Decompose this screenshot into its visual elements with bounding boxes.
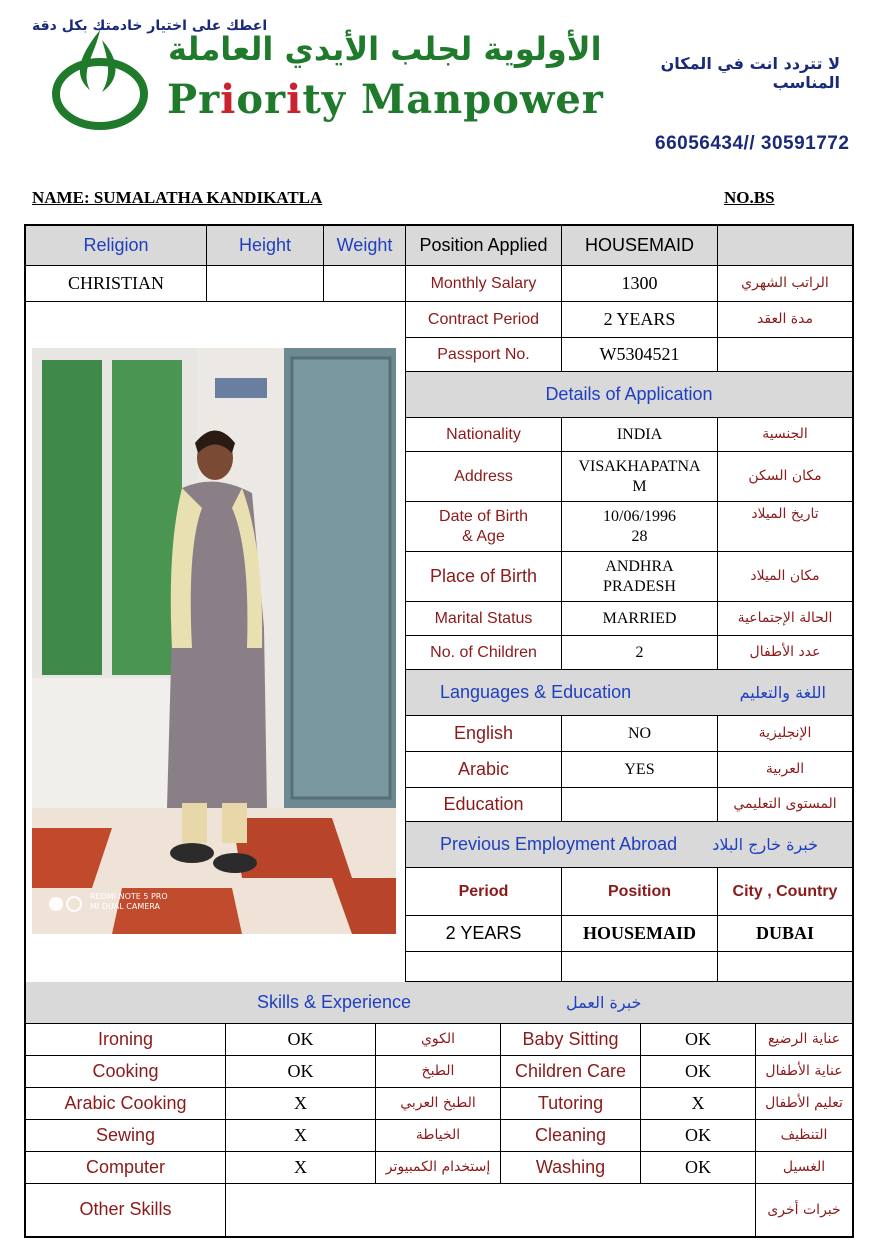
employment-row-position (562, 952, 718, 982)
children-value: 2 (562, 636, 718, 670)
passport-value: W5304521 (562, 338, 718, 372)
logo-tagline: اعطك على اختيار خادمتك بكل دقة (32, 18, 268, 34)
skill-right-value: OK (641, 1056, 756, 1088)
skill-right-label: Children Care (501, 1056, 641, 1088)
skill-right-ar: عناية الأطفال (756, 1056, 852, 1088)
marital-status-label: Marital Status (406, 602, 562, 636)
weight-header: Weight (324, 226, 406, 266)
contract-period-ar: مدة العقد (718, 302, 852, 338)
position-applied-value: HOUSEMAID (562, 226, 718, 266)
marital-status-value: MARRIED (562, 602, 718, 636)
nationality-value: INDIA (562, 418, 718, 452)
address-ar: مكان السكن (718, 452, 852, 502)
religion-value: CHRISTIAN (26, 266, 207, 302)
children-label: No. of Children (406, 636, 562, 670)
employment-col-city: City , Country (718, 868, 852, 916)
employment-row-position: HOUSEMAID (562, 916, 718, 952)
logo-arabic-text: الأولوية لجلب الأيدي العاملة (168, 30, 602, 68)
skill-right-ar: الغسيل (756, 1152, 852, 1184)
employment-header-ar: خبرة خارج البلاد (712, 834, 818, 854)
skills-header-ar: خبرة العمل (566, 992, 642, 1012)
passport-label: Passport No. (406, 338, 562, 372)
skill-left-ar: الخياطة (376, 1120, 501, 1152)
skill-left-value: OK (226, 1024, 376, 1056)
skills-header-en: Skills & Experience (257, 991, 412, 1012)
height-value (207, 266, 324, 302)
arabic-value: YES (562, 752, 718, 788)
marital-status-ar: الحالة الإجتماعية (718, 602, 852, 636)
employment-row-city: DUBAI (718, 916, 852, 952)
monthly-salary-value: 1300 (562, 266, 718, 302)
education-value (562, 788, 718, 822)
place-of-birth-label: Place of Birth (406, 552, 562, 602)
address-label: Address (406, 452, 562, 502)
skill-left-value: OK (226, 1056, 376, 1088)
monthly-salary-ar: الراتب الشهري (718, 266, 852, 302)
slogan: لا تتردد انت في المكان المناسب (660, 54, 840, 92)
employment-col-position: Position (562, 868, 718, 916)
skill-left-ar: الطبخ (376, 1056, 501, 1088)
candidate-name: NAME: SUMALATHA KANDIKATLA (32, 188, 323, 207)
monthly-salary-label: Monthly Salary (406, 266, 562, 302)
phone-numbers: 66056434// 30591772 (655, 133, 850, 154)
contract-period-value: 2 YEARS (562, 302, 718, 338)
weight-value (324, 266, 406, 302)
height-header: Height (207, 226, 324, 266)
skill-right-label: Cleaning (501, 1120, 641, 1152)
details-header: Details of Application (406, 372, 852, 418)
skill-left-label: Computer (26, 1152, 226, 1184)
other-skills-ar: خبرات أخرى (767, 1201, 841, 1218)
other-skills-label: Other Skills (26, 1184, 226, 1236)
employment-row-city (718, 952, 852, 982)
skill-right-label: Baby Sitting (501, 1024, 641, 1056)
languages-header-ar: اللغة والتعليم (739, 682, 826, 702)
contract-period-label: Contract Period (406, 302, 562, 338)
other-skills-value (226, 1184, 756, 1236)
skill-left-label: Cooking (26, 1056, 226, 1088)
skill-right-value: OK (641, 1152, 756, 1184)
skill-left-value: X (226, 1152, 376, 1184)
arabic-ar: العربية (718, 752, 852, 788)
employment-col-period: Period (406, 868, 562, 916)
education-label: Education (406, 788, 562, 822)
employment-row-period: 2 YEARS (406, 916, 562, 952)
nationality-label: Nationality (406, 418, 562, 452)
place-of-birth-ar: مكان الميلاد (718, 552, 852, 602)
skill-left-label: Arabic Cooking (26, 1088, 226, 1120)
skill-right-ar: تعليم الأطفال (756, 1088, 852, 1120)
camera-watermark-icon (49, 897, 63, 911)
skill-left-label: Ironing (26, 1024, 226, 1056)
skill-right-label: Washing (501, 1152, 641, 1184)
skill-right-value: X (641, 1088, 756, 1120)
employment-header-en: Previous Employment Abroad (440, 833, 678, 854)
skill-right-ar: عناية الرضيع (756, 1024, 852, 1056)
religion-header: Religion (26, 226, 207, 266)
position-applied-ar (718, 226, 852, 266)
dob-value: 10/06/1996 28 (562, 502, 718, 552)
employment-row-period (406, 952, 562, 982)
children-ar: عدد الأطفال (718, 636, 852, 670)
skill-left-label: Sewing (26, 1120, 226, 1152)
english-label: English (406, 716, 562, 752)
skills-header (26, 982, 852, 1024)
address-value: VISAKHAPATNA M (562, 452, 718, 502)
skill-right-value: OK (641, 1024, 756, 1056)
languages-header-en: Languages & Education (440, 681, 632, 702)
logo-english-text: Priority Manpower (167, 76, 604, 123)
dob-label: Date of Birth & Age (406, 502, 562, 552)
skill-left-value: X (226, 1120, 376, 1152)
english-value: NO (562, 716, 718, 752)
candidate-photo (32, 348, 396, 934)
skill-right-value: OK (641, 1120, 756, 1152)
passport-ar (718, 338, 852, 372)
skill-left-ar: إستخدام الكمبيوتر (376, 1152, 501, 1184)
skill-left-ar: الطبخ العربي (376, 1088, 501, 1120)
skill-left-ar: الكوي (376, 1024, 501, 1056)
english-ar: الإنجليزية (718, 716, 852, 752)
arabic-label: Arabic (406, 752, 562, 788)
position-applied-label: Position Applied (406, 226, 562, 266)
education-ar: المستوى التعليمي (718, 788, 852, 822)
candidate-number: NO.BS (724, 188, 775, 207)
employment-header (406, 822, 852, 868)
photo-watermark: REDMI NOTE 5 PRO MI DUAL CAMERA (90, 892, 168, 911)
skill-left-value: X (226, 1088, 376, 1120)
place-of-birth-value: ANDHRA PRADESH (562, 552, 718, 602)
nationality-ar: الجنسية (718, 418, 852, 452)
languages-header (406, 670, 852, 716)
skill-right-ar: التنظيف (756, 1120, 852, 1152)
dob-ar: تاريخ الميلاد (718, 502, 852, 552)
logo-emblem (50, 20, 150, 130)
skill-right-label: Tutoring (501, 1088, 641, 1120)
